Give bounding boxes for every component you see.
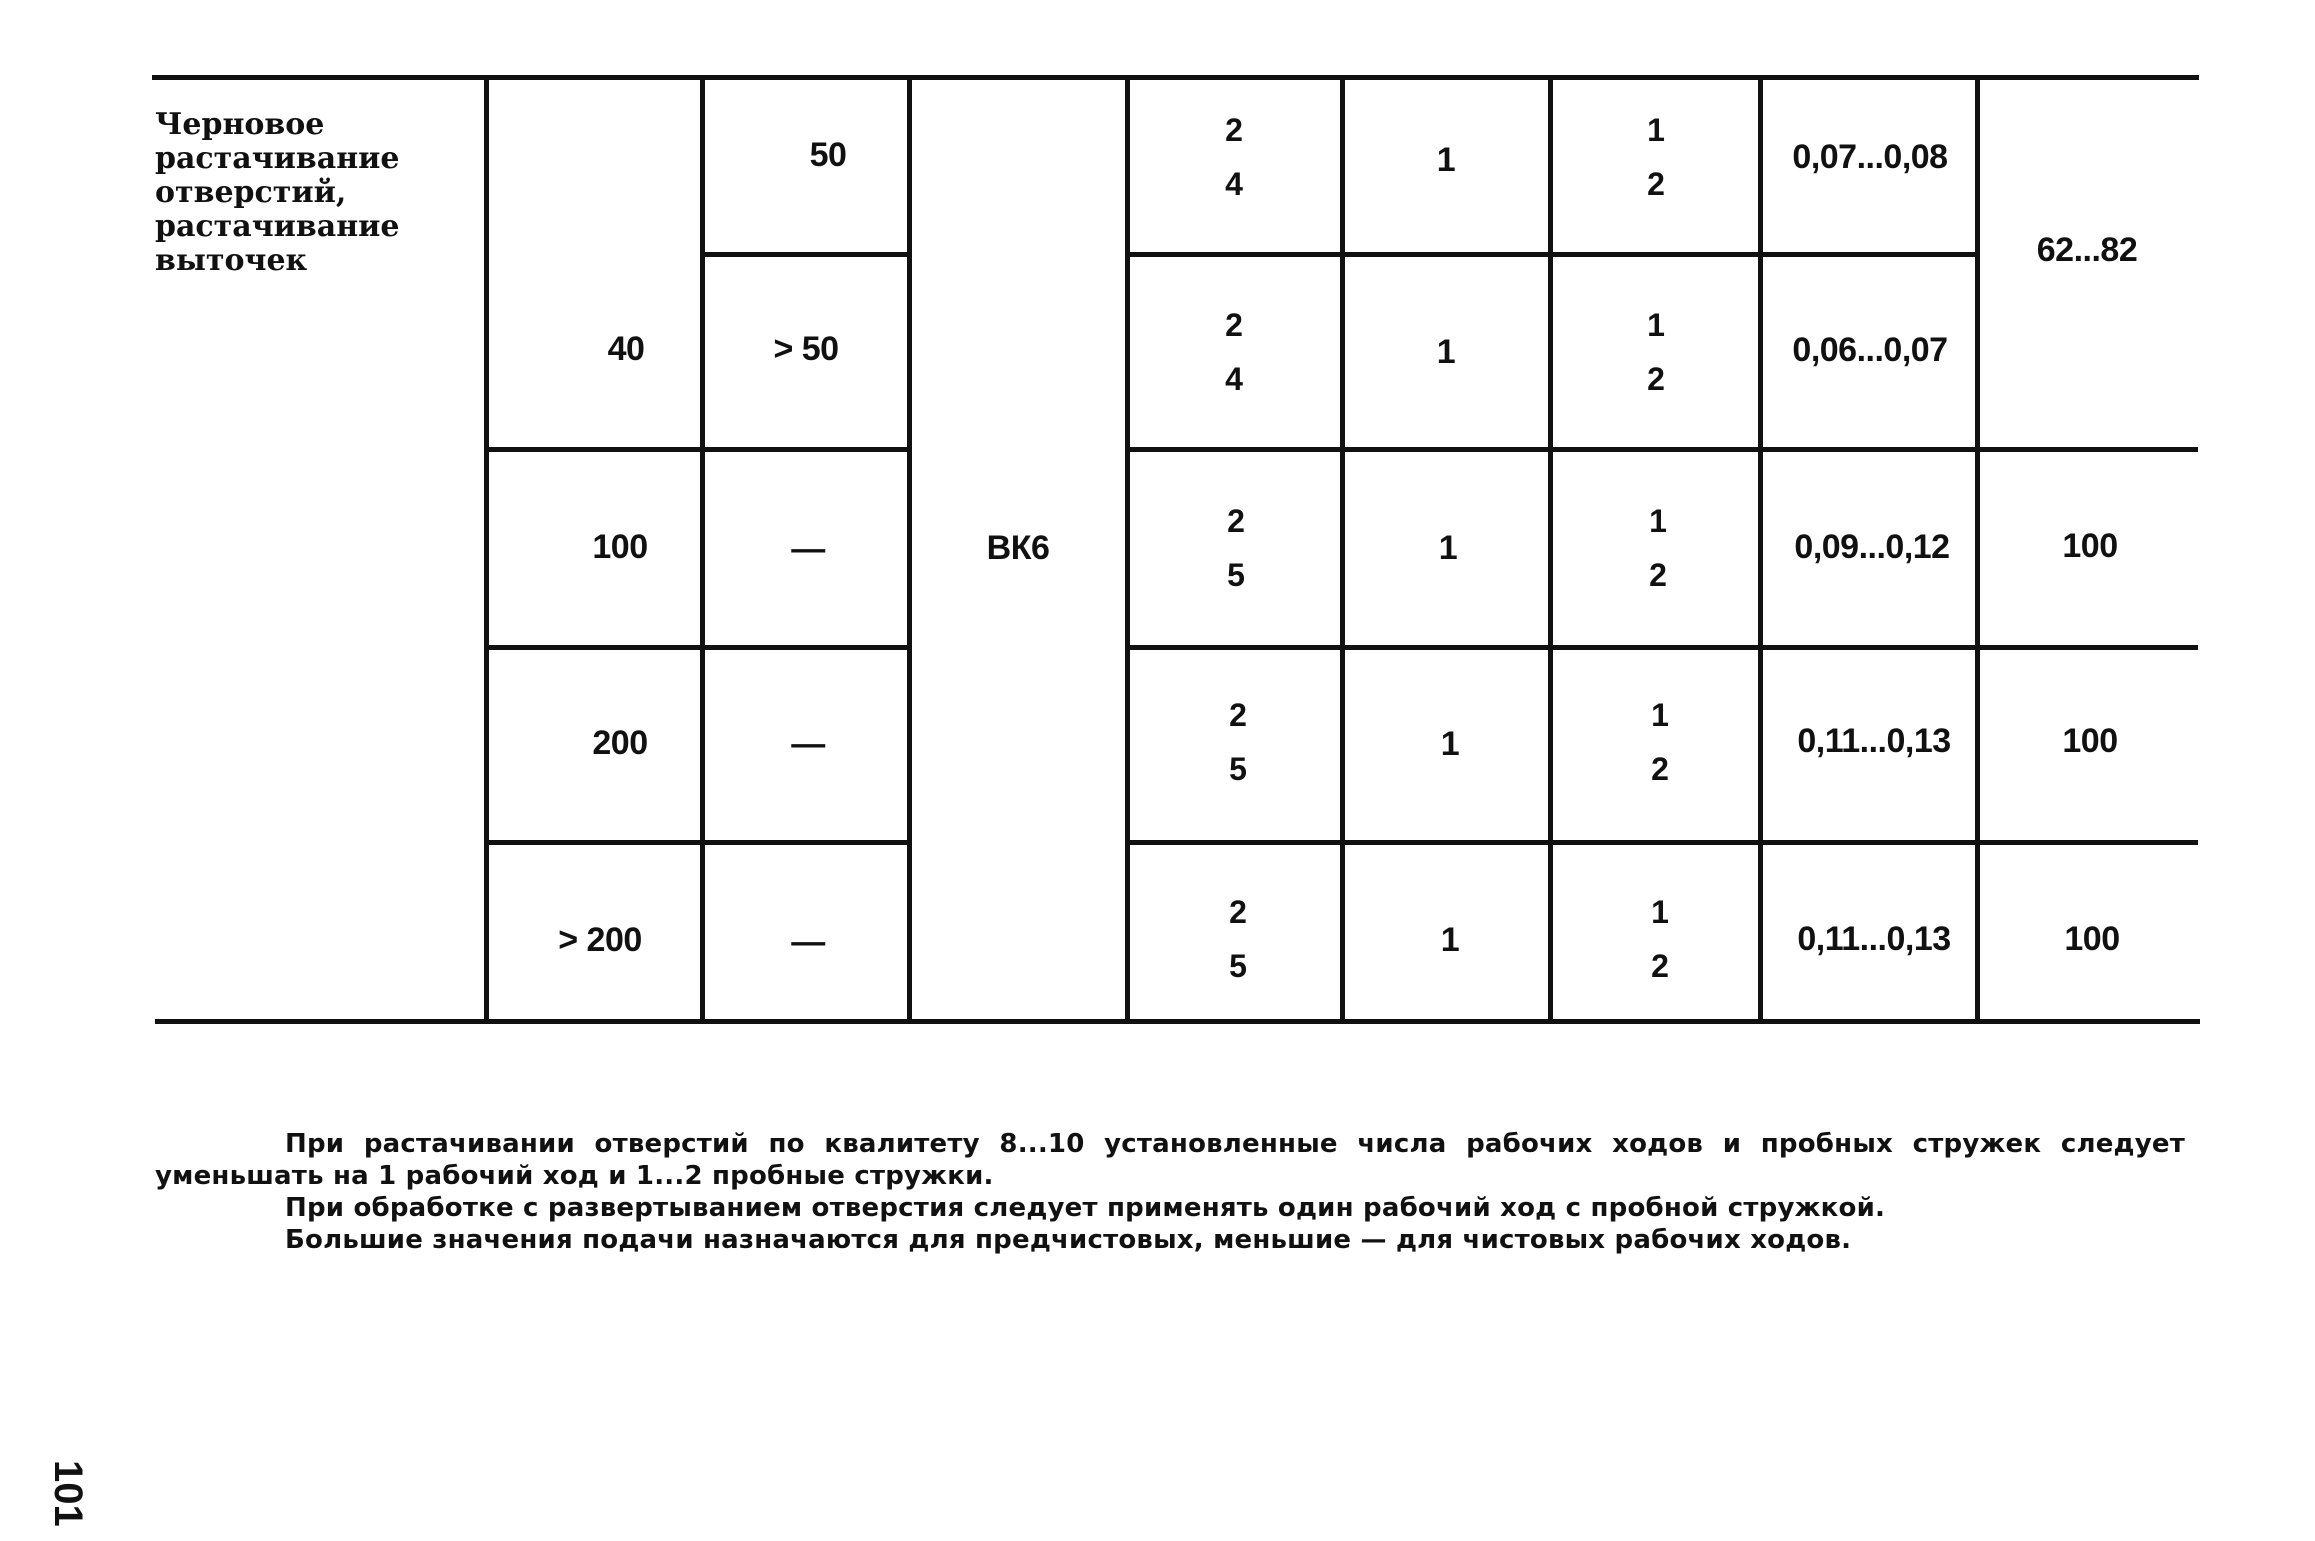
count-cell: 1 (1436, 333, 1456, 371)
diameter-cell: 200 (592, 724, 648, 762)
column-divider (1758, 75, 1763, 1024)
column-divider (700, 75, 705, 1024)
column-divider (1340, 75, 1345, 1024)
row-divider (1128, 840, 2198, 845)
table-top-rule (152, 75, 2199, 80)
trial-value: 1 (1651, 697, 1669, 733)
passes-value: 5 (1227, 557, 1245, 593)
passes-value: 2 (1225, 307, 1243, 343)
passes-value: 5 (1229, 751, 1247, 787)
length-cell: — (791, 923, 825, 961)
trial-cell (1626, 103, 1686, 211)
diameter-cell: > 200 (558, 921, 642, 959)
row-divider (1128, 645, 2198, 650)
column-divider (907, 75, 912, 1024)
speed-cell: 100 (2062, 722, 2118, 760)
trial-cell (1628, 494, 1688, 602)
speed-cell: 100 (2062, 527, 2118, 565)
row-divider (1128, 447, 2198, 452)
trial-value: 1 (1647, 112, 1665, 148)
passes-value: 2 (1225, 112, 1243, 148)
passes-value: 2 (1229, 894, 1247, 930)
feed-cell: 0,06...0,07 (1792, 331, 1948, 369)
trial-value: 1 (1651, 894, 1669, 930)
feed-cell: 0,07...0,08 (1792, 138, 1948, 176)
operation-description: Черновое растачивание отверстий, растачивание выточек (155, 107, 400, 278)
trial-value: 2 (1647, 361, 1665, 397)
row-divider (1128, 252, 1978, 257)
page-number: 101 (46, 1460, 90, 1527)
column-divider (1548, 75, 1553, 1024)
trial-cell (1630, 885, 1690, 993)
length-cell: — (791, 725, 825, 763)
column-divider (1975, 75, 1980, 1024)
passes-value: 4 (1225, 361, 1243, 397)
table-notes (155, 1128, 2185, 1256)
trial-value: 1 (1649, 503, 1667, 539)
column-divider (484, 75, 489, 1024)
count-cell: 1 (1436, 141, 1456, 179)
passes-cell (1204, 103, 1264, 211)
passes-value: 5 (1229, 948, 1247, 984)
trial-value: 2 (1647, 166, 1665, 202)
column-divider (1125, 75, 1130, 1024)
row-divider (487, 447, 910, 452)
trial-value: 2 (1651, 751, 1669, 787)
trial-cell (1630, 688, 1690, 796)
passes-cell (1204, 298, 1264, 406)
trial-cell (1626, 298, 1686, 406)
count-cell: 1 (1440, 725, 1460, 763)
length-cell: — (791, 530, 825, 568)
note-paragraph: При обработке с развертыванием отверстия следует применять один рабочий ход с пробной стружкой. (285, 1193, 1886, 1223)
passes-cell (1206, 494, 1266, 602)
table-bottom-rule (155, 1019, 2200, 1024)
combined-speed: 62...82 (2036, 231, 2138, 269)
count-cell: 1 (1440, 921, 1460, 959)
passes-value: 2 (1229, 697, 1247, 733)
row-divider (487, 840, 910, 845)
feed-cell: 0,11...0,13 (1797, 920, 1951, 958)
feed-cell: 0,09...0,12 (1794, 528, 1950, 566)
diameter-cell: 40 (607, 330, 645, 368)
note-paragraph: При растачивании отверстий по квалитету 8...10 установленные числа рабочих ходов и пробных стружек следует уменьшать на 1 рабочий ход и 1...2 пробные стружки. (155, 1129, 2185, 1191)
passes-value: 2 (1227, 503, 1245, 539)
feed-cell: 0,11...0,13 (1797, 722, 1951, 760)
speed-cell: 100 (2064, 920, 2120, 958)
trial-value: 2 (1649, 557, 1667, 593)
trial-value: 2 (1651, 948, 1669, 984)
row-divider (487, 645, 910, 650)
length-cell: > 50 (773, 330, 839, 368)
row-divider (703, 252, 909, 257)
diameter-cell: 100 (592, 528, 648, 566)
trial-value: 1 (1647, 307, 1665, 343)
length-cell: 50 (809, 136, 847, 174)
passes-cell (1208, 885, 1268, 993)
count-cell: 1 (1438, 529, 1458, 567)
passes-value: 4 (1225, 166, 1243, 202)
passes-cell (1208, 688, 1268, 796)
note-paragraph: Большие значения подачи назначаются для предчистовых, меньшие — для чистовых рабочих ходов. (285, 1225, 1852, 1255)
material-grade: ВК6 (986, 529, 1050, 567)
